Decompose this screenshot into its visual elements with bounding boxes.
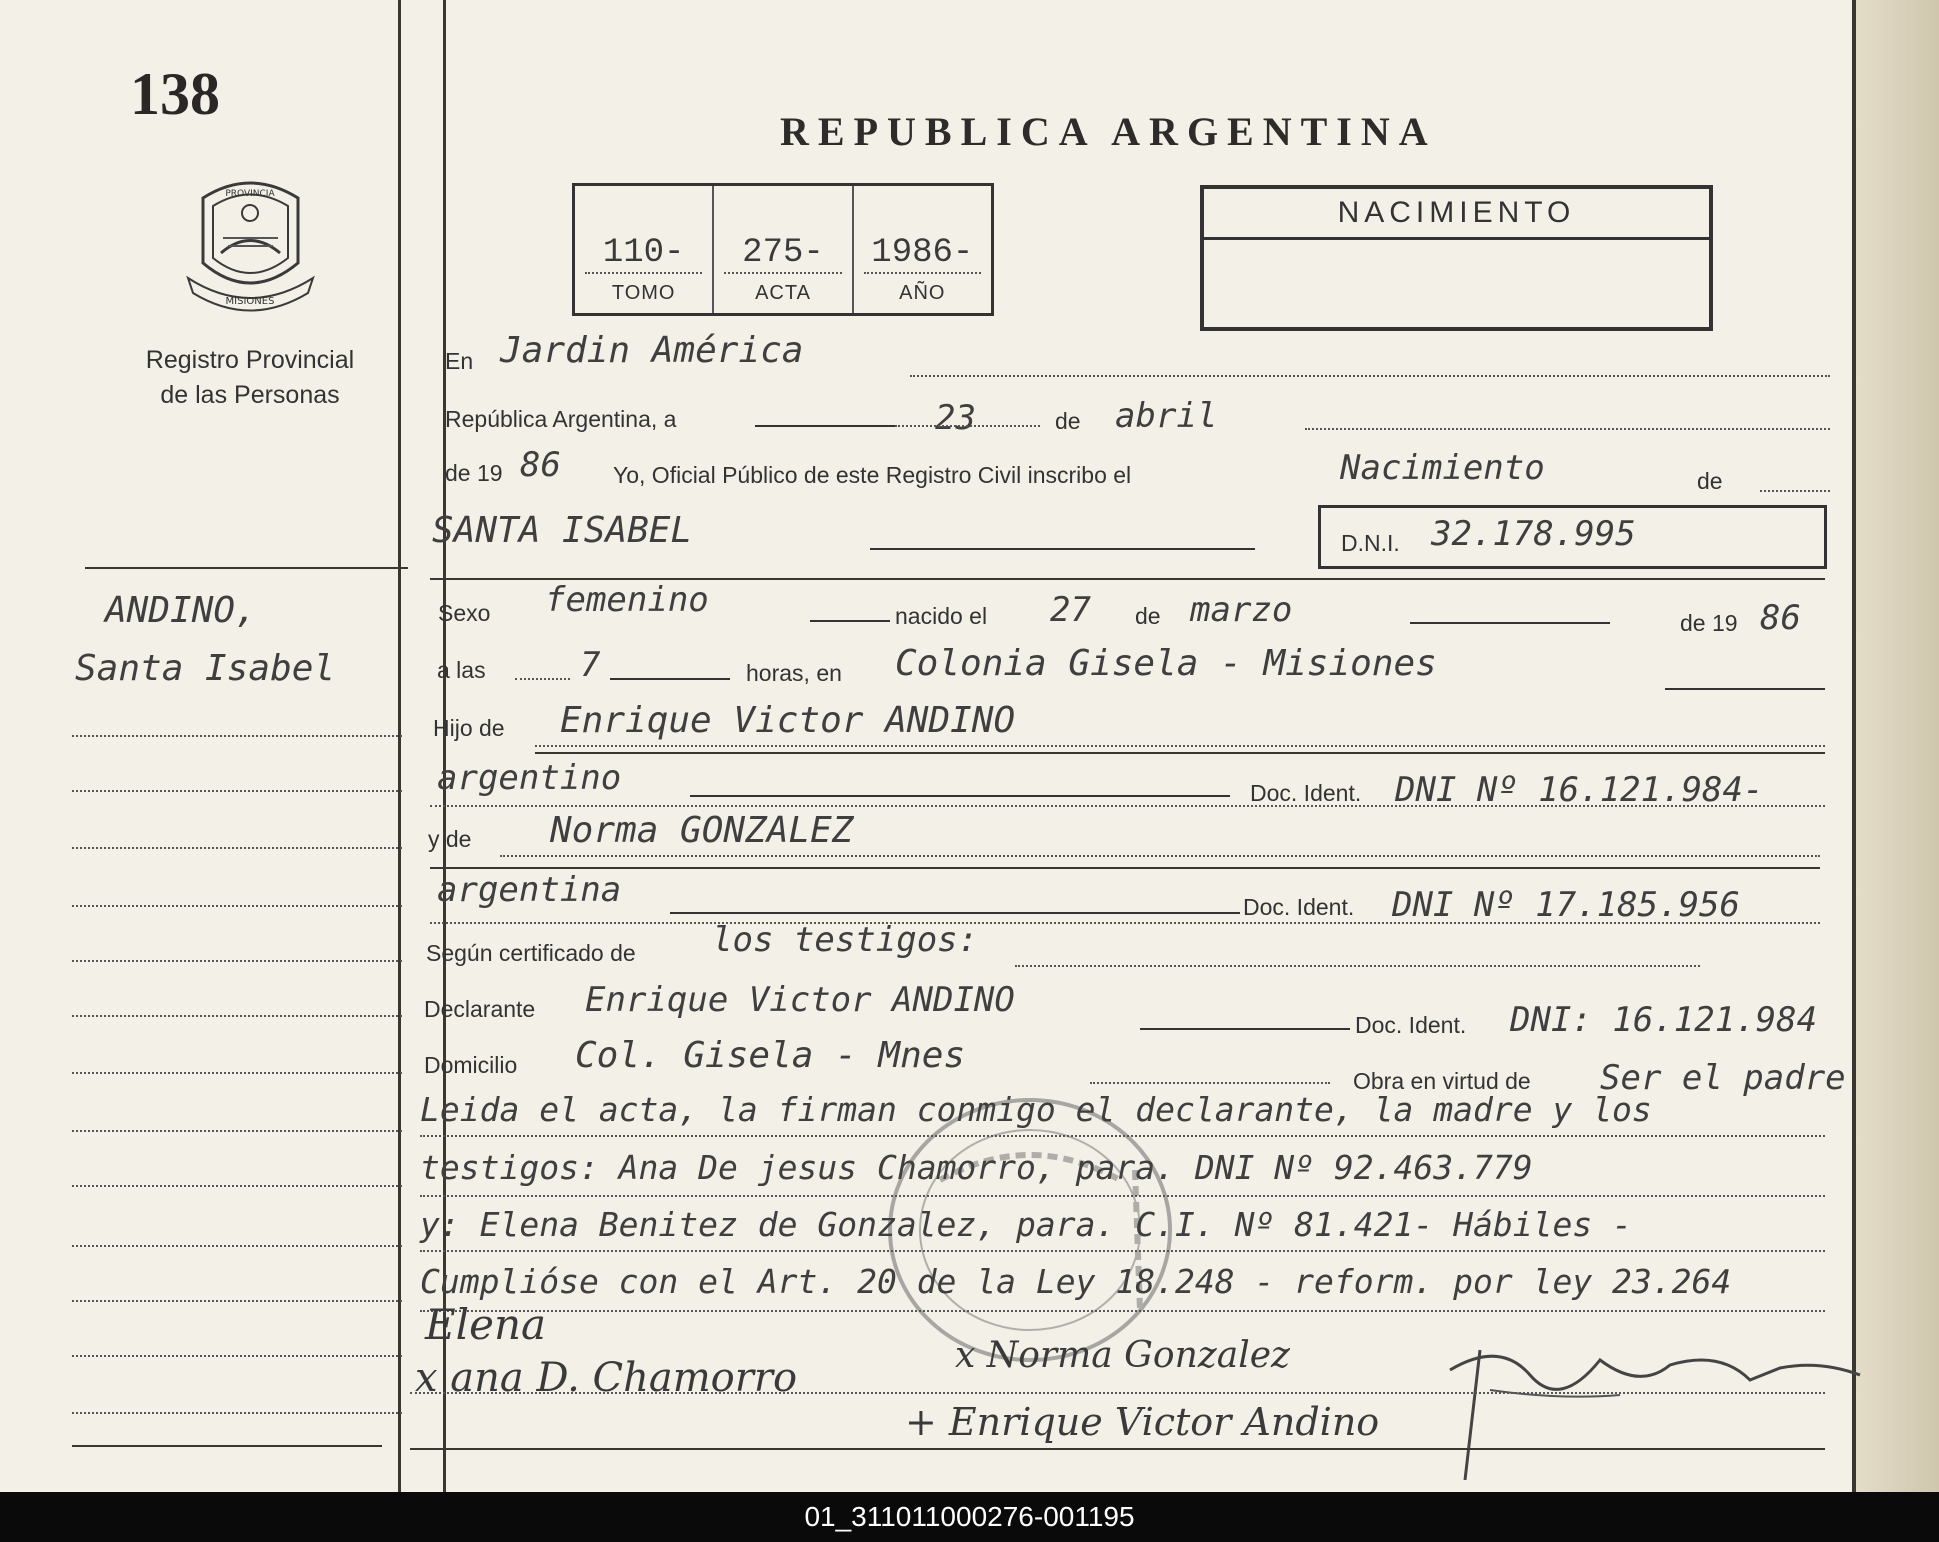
acta-value: 275- [724,234,841,274]
note-line: y: Elena Benitez de Gonzalez, para. C.I. Nº 81.421- Hábiles - [420,1205,1632,1244]
margin-top-rule [85,567,408,569]
nacimiento-label: NACIMIENTO [1204,189,1709,240]
signature-chamorro: x ana D. Chamorro [415,1355,798,1401]
margin-line [72,790,402,792]
svg-text:MISIONES: MISIONES [225,296,275,307]
declarante-value: Enrique Victor ANDINO [585,980,1015,1020]
de19-label: de 19 [445,460,503,486]
de-label: de [1135,603,1161,629]
hour-value: 7 [580,645,601,685]
domicilio-label: Domicilio [424,1052,518,1078]
birth-month: marzo [1190,590,1293,630]
rule [430,867,1820,869]
ano-value: 1986- [864,234,981,274]
margin-line [72,1412,402,1414]
rule [420,1250,1825,1252]
republica-label: República Argentina, a [445,406,677,432]
margin-line [72,1245,402,1247]
rule [420,1195,1825,1197]
rule [410,1392,1825,1394]
signature-andino: + Enrique Victor Andino [905,1400,1380,1444]
dni-value: 32.178.995 [1431,514,1636,554]
dni-box [1318,505,1827,569]
father-doc: DNI Nº 16.121.984- [1395,770,1764,810]
rule [1410,622,1610,624]
rule [515,678,570,680]
margin-line [72,735,402,737]
signature-gonzalez: x Norma Gonzalez [955,1335,1291,1376]
acta-cell [712,186,851,313]
father-name: Enrique Victor ANDINO [560,700,1016,741]
tomo-acta-ano-box [572,183,994,316]
en-value: Jardin América [500,330,804,371]
nacido-label: nacido el [895,603,988,629]
domicilio-value: Col. Gisela - Mnes [575,1035,966,1076]
margin-line [72,847,402,849]
misiones-seal-icon [183,168,318,318]
tomo-label: TOMO [611,282,676,304]
mother-doc: DNI Nº 17.185.956 [1392,885,1740,925]
form-right-border [1852,0,1856,1492]
margin-line [72,1355,402,1357]
en-dotline [910,375,1830,377]
rule [430,922,1820,924]
margin-line [72,1072,402,1074]
margin-divider [398,0,401,1492]
image-code-footer: 01_311011000276-001195 [0,1492,1939,1542]
year-suffix: 86 [520,445,561,485]
note-line: Cumplióse con el Art. 20 de la Ley 18.248 - reform. por ley 23.264 [420,1262,1732,1301]
de19-label: de 19 [1680,610,1738,636]
inscribo-value: Nacimiento [1340,448,1545,488]
yo-label: Yo, Oficial Público de este Registro Civil inscribo el [613,462,1132,488]
margin-line [72,1015,402,1017]
rule [810,620,890,622]
margin-given-name: Santa Isabel [75,648,336,689]
ano-cell [852,186,991,313]
de-label: de [1697,468,1723,494]
rule [1090,1082,1330,1084]
doc-ident-label: Doc. Ident. [1355,1012,1467,1038]
registro-label: Registro Provincial de las Personas [145,346,355,409]
rule [690,795,1230,797]
birth-year-suffix: 86 [1760,598,1801,638]
sheet-number: 138 [130,61,220,127]
name-value: SANTA ISABEL [432,510,693,551]
nacimiento-box [1200,185,1713,331]
margin-bottom-rule [72,1445,382,1447]
svg-text:PROVINCIA: PROVINCIA [225,189,275,199]
rule [670,912,1240,914]
day-value: 23 [935,398,976,438]
mother-nationality: argentina [437,870,622,910]
rule [870,548,1255,550]
rule [420,1310,1825,1312]
father-nationality: argentino [437,758,622,798]
page-edge [1855,0,1939,1492]
note-line: testigos: Ana De jesus Chamorro, para. DNI Nº 92.463.779 [420,1148,1533,1187]
de-label: de [1055,408,1081,434]
horas-label: horas, en [746,660,842,686]
segun-value: los testigos: [712,920,979,960]
signature-elena: Elena [425,1300,547,1349]
margin-line [72,905,402,907]
rule [755,425,895,427]
sexo-label: Sexo [438,600,491,626]
bottom-rule [410,1448,1825,1450]
margin-line [72,1185,402,1187]
rule [535,745,1825,747]
place-value: Colonia Gisela - Misiones [895,643,1437,684]
declarante-doc: DNI: 16.121.984 [1510,1000,1818,1040]
segun-label: Según certificado de [426,940,636,966]
rule [1140,1028,1350,1030]
rule [535,752,1825,754]
obra-value: Ser el padre [1600,1058,1846,1098]
rule [1760,490,1830,492]
alas-label: a las [437,657,486,683]
yde-label: y de [428,826,472,852]
ano-label: AÑO [899,282,946,304]
official-signature-icon [1420,1330,1880,1490]
margin-line [72,960,402,962]
sexo-value: femenino [545,580,709,620]
rule [610,678,730,680]
hijo-label: Hijo de [433,715,505,741]
tomo-cell [575,186,712,313]
en-label: En [445,348,474,374]
doc-ident-label: Doc. Ident. [1250,780,1362,806]
doc-ident-label: Doc. Ident. [1243,894,1355,920]
month-value: abril [1115,396,1218,436]
obra-label: Obra en virtud de [1353,1068,1531,1094]
page-title: REPUBLICA ARGENTINA [780,109,1437,154]
margin-line [72,1130,402,1132]
dni-label: D.N.I. [1341,530,1400,556]
declarante-label: Declarante [424,996,536,1022]
rule [1305,428,1830,430]
margin-line [72,1300,402,1302]
rule [430,805,1825,807]
birth-day: 27 [1050,590,1091,630]
note-line: Leida el acta, la firman conmigo el declarante, la madre y los [420,1090,1652,1129]
acta-label: ACTA [755,282,811,304]
rule [1015,965,1700,967]
rule [420,1135,1825,1137]
rule [500,855,1820,857]
margin-surname: ANDINO, [105,590,257,631]
rule [895,425,1040,427]
tomo-value: 110- [585,234,702,274]
rule [1665,688,1825,690]
mother-name: Norma GONZALEZ [550,810,854,851]
